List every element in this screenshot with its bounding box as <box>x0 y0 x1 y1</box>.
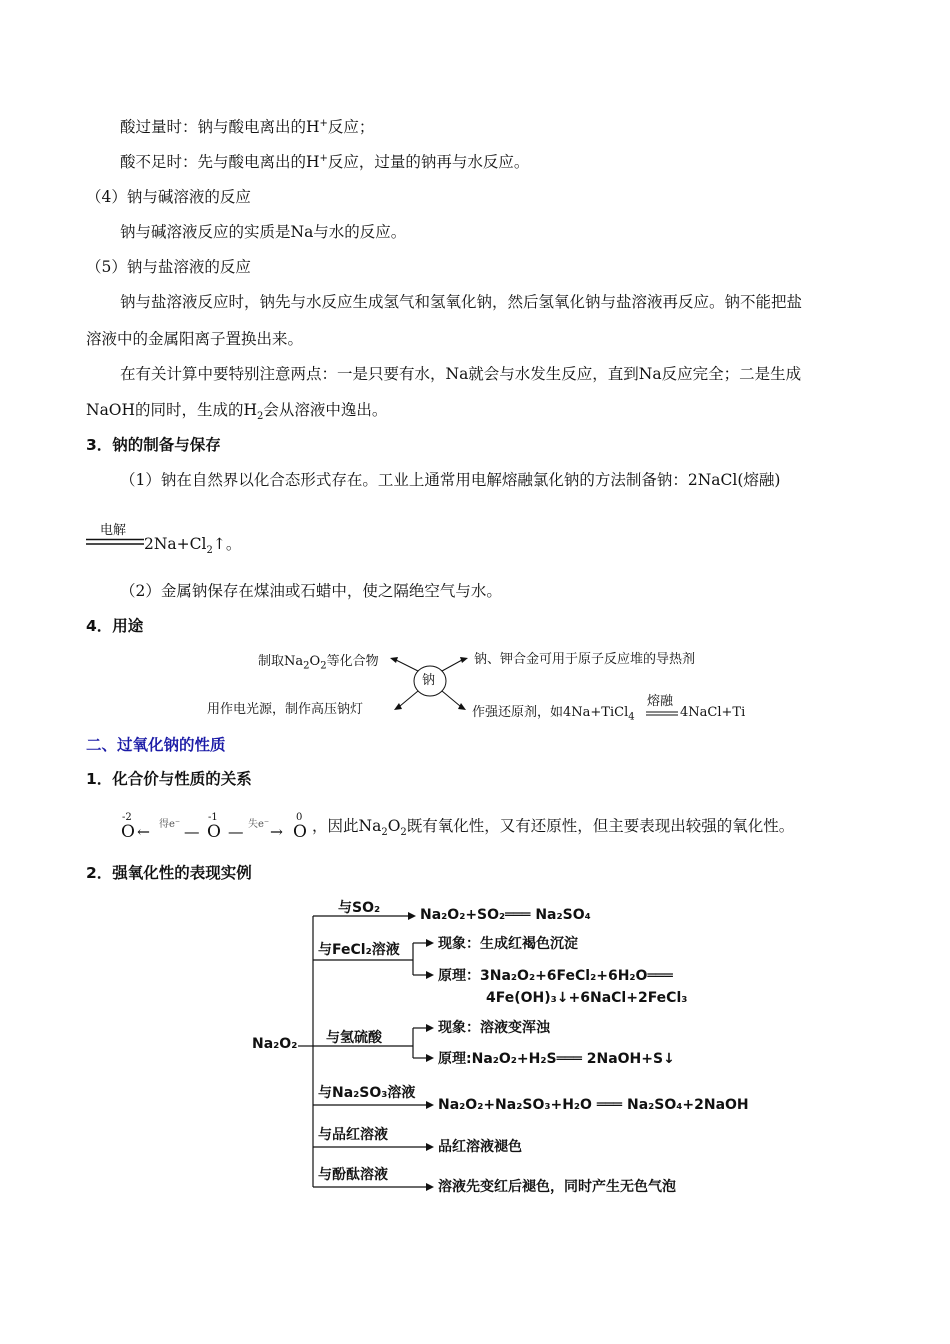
result-phenolphthalein: 溶液先变红后褪色，同时产生无色气泡 <box>438 1179 676 1195</box>
result-na2so3: Na₂O₂+Na₂SO₃+H₂O ═══ Na₂SO₄+2NaOH <box>438 1097 749 1113</box>
acid-excess-line: 酸过量时：钠与酸电离出的H+反应； <box>120 117 375 136</box>
acid-insufficient-line: 酸不足时：先与酸电离出的H+反应，过量的钠再与水反应。 <box>120 152 530 171</box>
lose-electron-label: 失e⁻ <box>248 819 270 830</box>
branch-h2s: 与氢硫酸 <box>326 1030 382 1046</box>
dash-2: — <box>228 823 244 841</box>
right-arrow-lose: → <box>270 823 283 841</box>
valence-conclusion: ，因此$Na_2O_2$既有氧化性，又有还原性，但主要表现出较强的氧化性。 <box>312 817 795 839</box>
gain-electron-label: 得e⁻ <box>159 819 181 830</box>
valence-heading: 1．化合价与性质的关系 <box>86 770 252 788</box>
use-compound-prep: 制取$Na_2O_2$等化合物 <box>258 654 379 672</box>
dash-1: — <box>184 823 200 841</box>
left-arrow-gain: ← <box>137 823 150 841</box>
oxidizing-examples-heading: 2．强氧化性的表现实例 <box>86 864 252 882</box>
o-valence-minus2: -2 <box>122 812 132 823</box>
preparation-text: （1）钠在自然界以化合态形式存在。工业上通常用电解熔融氯化钠的方法制备钠：2NaCl(熔融) <box>120 471 781 489</box>
use-lamp: 用作电光源，制作高压钠灯 <box>207 702 364 717</box>
heading-base-reaction: （4）钠与碱溶液的反应 <box>86 188 251 206</box>
oxygen-symbol-1: O <box>121 822 135 842</box>
use-reducing-agent: 作强还原剂，如4Na+TiCl$_4$ <box>472 705 635 723</box>
preparation-product: $2Na+Cl_2↑$。 <box>144 535 242 557</box>
heading-salt-reaction: （5）钠与盐溶液的反应 <box>86 258 251 276</box>
electrolysis-condition: 电解 <box>100 523 127 538</box>
result-fuchsin: 品红溶液褪色 <box>438 1139 522 1155</box>
oxygen-symbol-2: O <box>207 822 221 842</box>
calc-note-2: NaOH的同时，生成的$H_2$会从溶液中逸出。 <box>86 401 388 423</box>
result-h2s-phenomenon: 现象：溶液变浑浊 <box>438 1020 550 1036</box>
use-coolant: 钠、钾合金可用于原子反应堆的导热剂 <box>474 652 696 667</box>
oxygen-symbol-3: O <box>293 822 307 842</box>
sodium-peroxide-section-title: 二、过氧化钠的性质 <box>86 736 226 754</box>
branch-fecl2: 与FeCl₂溶液 <box>318 942 400 958</box>
uses-center-sodium: 钠 <box>422 673 436 688</box>
branch-fuchsin: 与品红溶液 <box>318 1127 388 1143</box>
salt-reaction-text-2: 溶液中的金属阳离子置换出来。 <box>86 330 304 348</box>
result-fecl2-principle-1: 原理：3Na₂O₂+6FeCl₂+6H₂O═══ <box>438 968 673 984</box>
result-so2: Na₂O₂+SO₂═══ Na₂SO₄ <box>420 907 591 923</box>
result-h2s-principle: 原理:Na₂O₂+H₂S═══ 2NaOH+S↓ <box>438 1051 675 1067</box>
result-fecl2-principle-2: 4Fe(OH)₃↓+6NaCl+2FeCl₃ <box>486 990 688 1006</box>
storage-text: （2）金属钠保存在煤油或石蜡中，使之隔绝空气与水。 <box>120 582 502 600</box>
molten-condition: 熔融 <box>647 694 674 709</box>
salt-reaction-text-1: 钠与盐溶液反应时，钠先与水反应生成氢气和氢氧化钠，然后氢氧化钠与盐溶液再反应。钠不能把盐 <box>120 293 803 311</box>
o-valence-zero: 0 <box>296 812 303 823</box>
section-4-heading: 4．用途 <box>86 617 144 635</box>
ti-product: 4NaCl+Ti <box>680 705 746 720</box>
calc-note-1: 在有关计算中要特别注意两点：一是只要有水，Na就会与水发生反应，直到Na反应完全；二是生成 <box>120 365 802 383</box>
o-valence-minus1: -1 <box>208 812 218 823</box>
branch-so2: 与SO₂ <box>338 900 381 916</box>
branch-phenolphthalein: 与酚酞溶液 <box>318 1167 388 1183</box>
base-reaction-text: 钠与碱溶液反应的实质是Na与水的反应。 <box>120 223 407 241</box>
tree-root-na2o2: Na₂O₂ <box>252 1036 298 1052</box>
section-3-heading: 3．钠的制备与保存 <box>86 436 221 454</box>
result-fecl2-phenomenon: 现象：生成红褐色沉淀 <box>438 936 578 952</box>
branch-na2so3: 与Na₂SO₃溶液 <box>318 1085 416 1101</box>
